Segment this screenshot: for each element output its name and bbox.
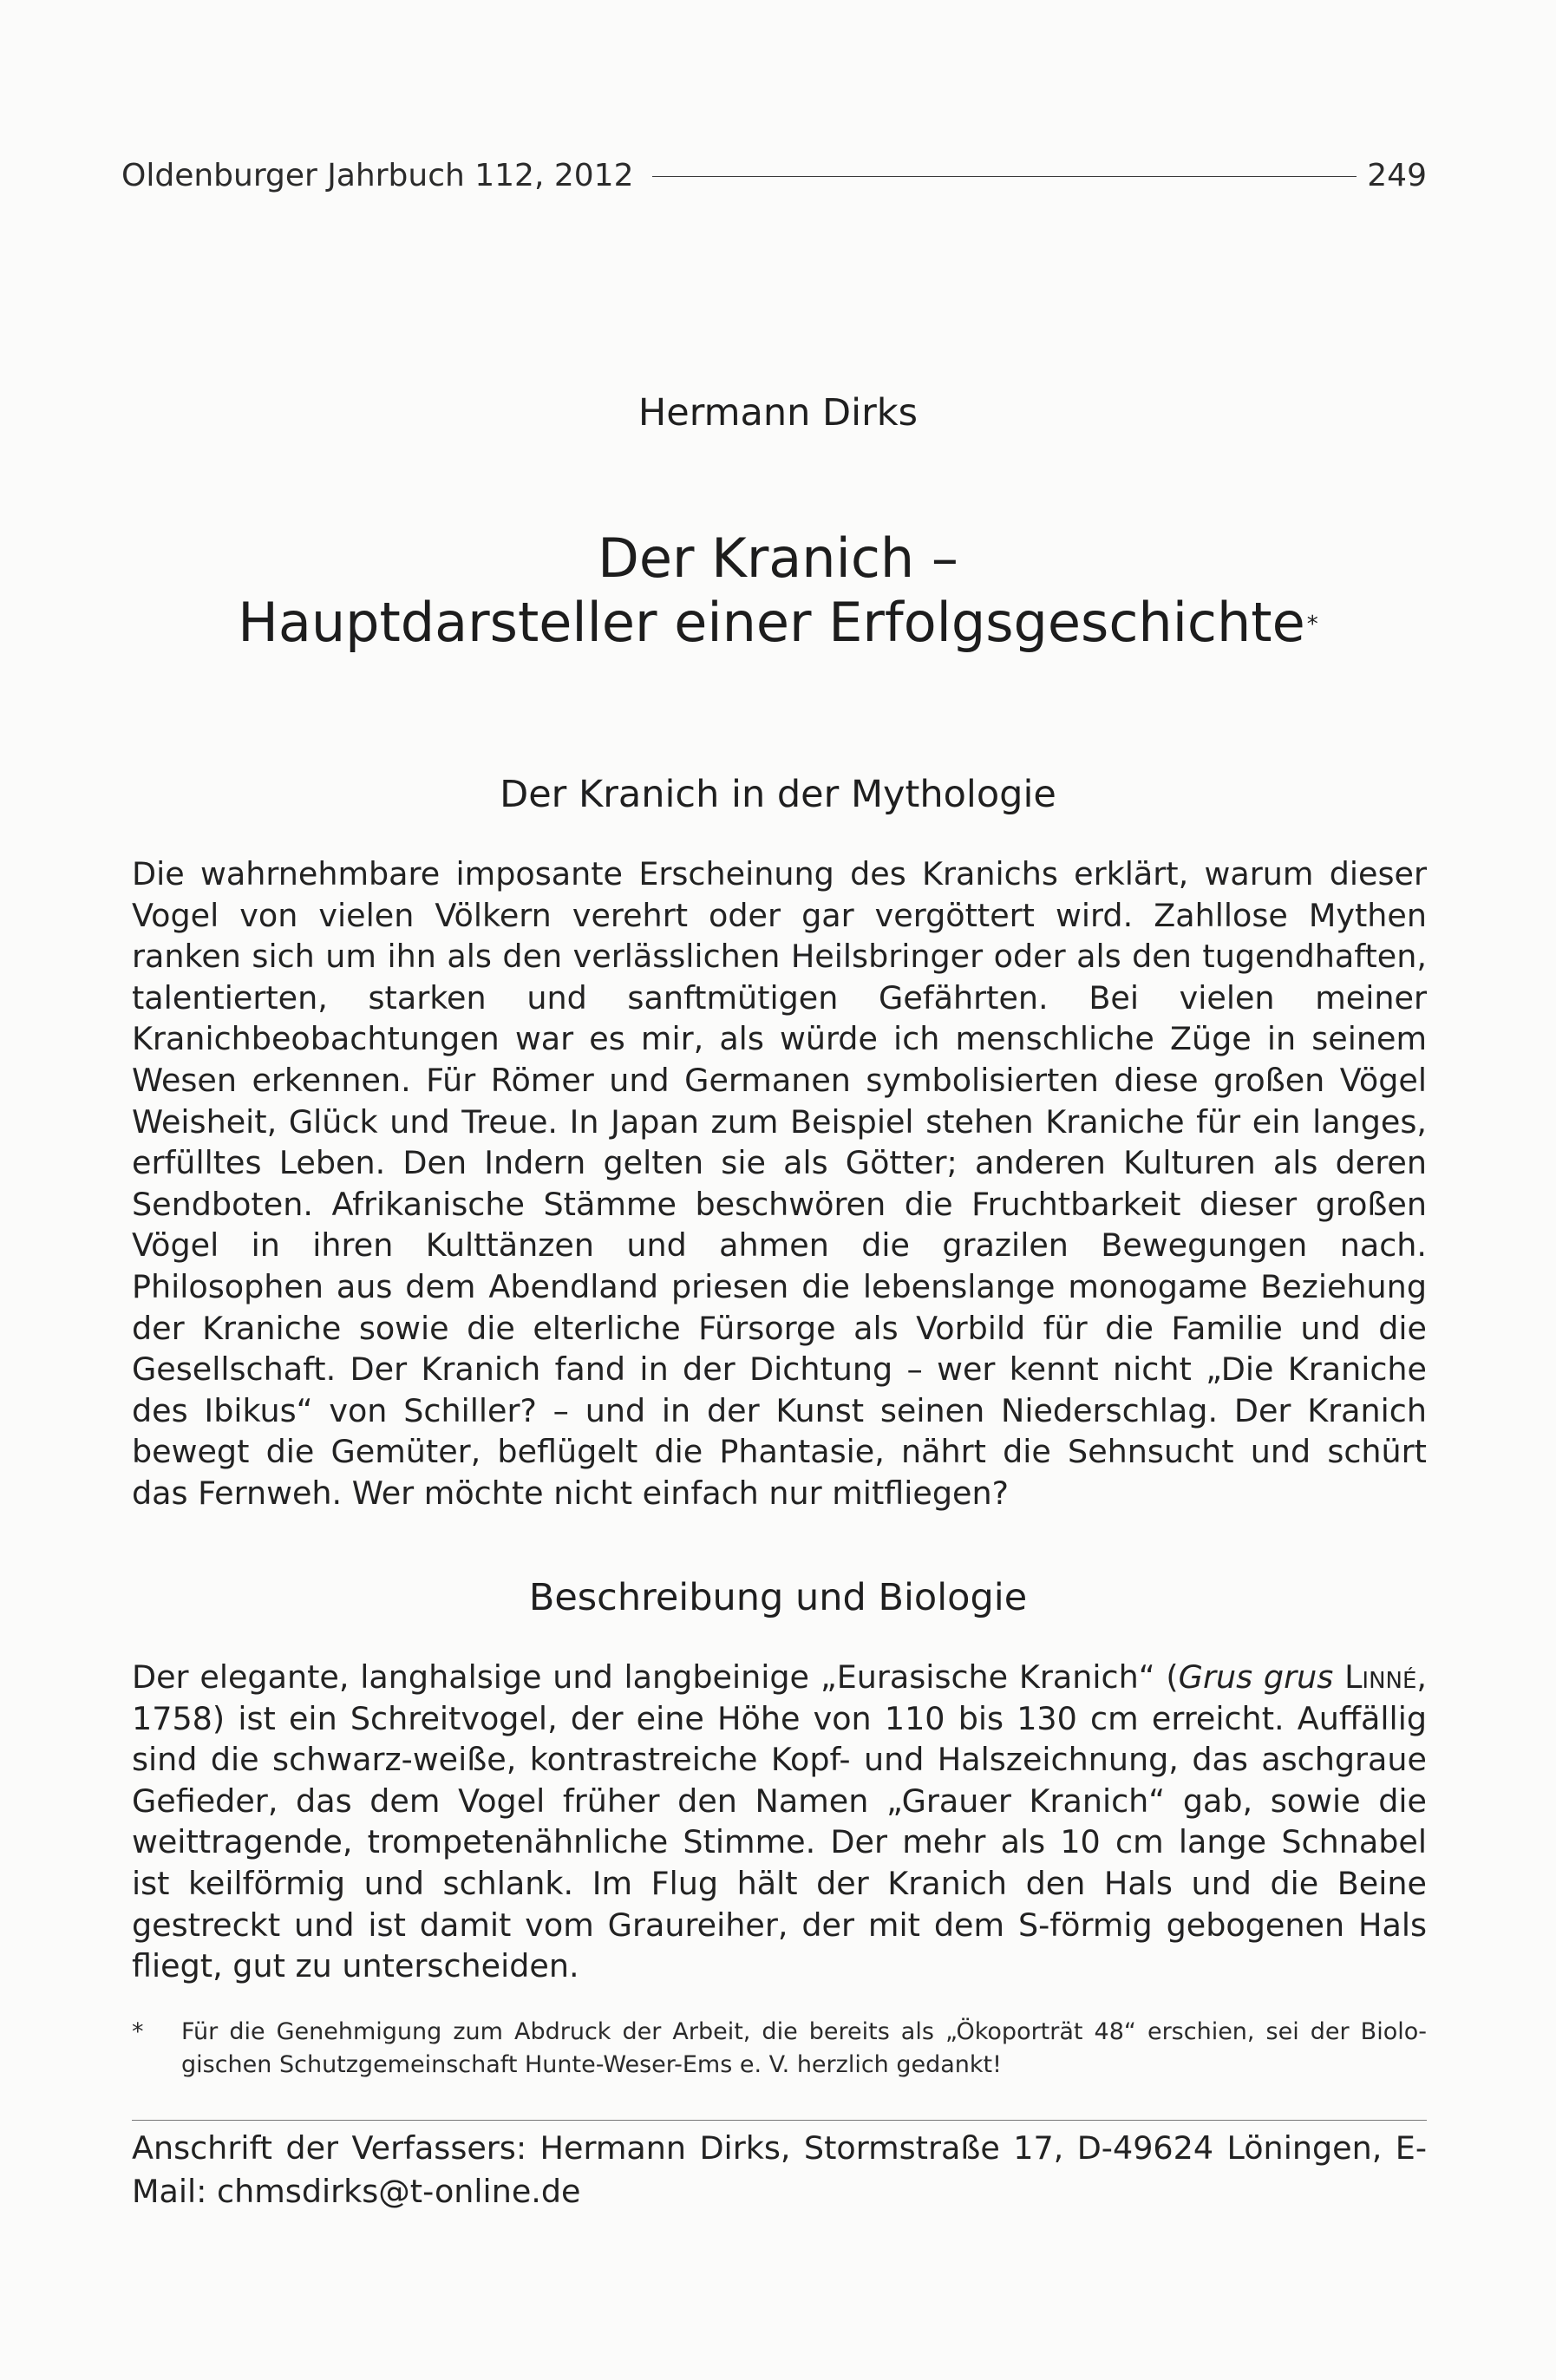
footnote-mark: * bbox=[132, 2018, 144, 2045]
paragraph-mythology: Die wahrnehmbare imposante Erscheinung des Kranichs erklärt, warum dieser Vogel von vielen Völkern verehrt oder gar vergöttert wird. Zahllose Mythen ranken sich um ihn als den verlässlichen Heilsbringer oder als den tugendhaften, talentierten, starken und sanftmütigen Gefährten. Bei vielen meiner Kranichbeobachtungen war es mir, als würde ich menschliche Züge in seinem Wesen erkennen. Für Römer und Germanen symbolisierten diese großen Vögel Weisheit, Glück und Treue. In Japan zum Beispiel stehen Kraniche für ein langes, erfülltes Leben. Den Indern gelten sie als Götter; anderen Kulturen als deren Sendboten. Afrikanische Stämme beschwören die Fruchtbarkeit dieser großen Vögel in ihren Kulttänzen und ahmen die grazilen Bewegungen nach. Philosophen aus dem Abendland priesen die lebenslange monogame Beziehung der Kraniche sowie die elterliche Fürsorge als Vorbild für die Familie und die Gesellschaft. Der Kranich fand in der Dichtung – wer kennt nicht „Die Kraniche des Ibikus“ von Schiller? – und in der Kunst seinen Niederschlag. Der Kranich bewegt die Gemüter, beflügelt die Phantasie, nährt die Sehnsucht und schürt das Fernweh. Wer möchte nicht einfach nur mitfliegen? bbox=[132, 855, 1427, 1512]
species-name: Grus grus bbox=[1178, 1658, 1334, 1696]
paragraph-biology bbox=[132, 1657, 1427, 1987]
title-footnote-mark: * bbox=[1306, 611, 1318, 638]
section-heading-mythology: Der Kranich in der Mythologie bbox=[500, 773, 1056, 816]
article-title-line-1: Der Kranich – bbox=[598, 526, 958, 590]
article-title-line-2 bbox=[0, 588, 1556, 657]
footnote-text: Für die Genehmigung zum Abdruck der Arbeit, die bereits als „Ökoporträt 48“ erschien, sei der Biologischen Schutzgemeinschaft Hunte-Weser-Ems e. V. herzlich gedankt! bbox=[181, 2018, 1427, 2078]
page-number: 249 bbox=[1367, 158, 1427, 193]
address-rule bbox=[132, 2120, 1427, 2121]
author-address: Anschrift der Verfassers: Hermann Dirks, Stormstraße 17, D-49624 Löningen, E-Mail: chmsdirks@t-online.de bbox=[132, 2129, 1427, 2210]
header-rule bbox=[652, 176, 1357, 177]
biology-text-rest: , 1758) ist ein Schreitvogel, der eine Höhe von 110 bis 130 cm erreicht. Auffällig sind die schwarz-weiße, kontrastreiche Kopf- und Halszeichnung, das aschgraue Gefieder, das dem Vogel früher den Namen „Grauer Kranich“ gab, sowie die weittragende, trompetenähnliche Stimme. Der mehr als 10 cm lange Schnabel ist keilförmig und schlank. Im Flug hält der Kranich den Hals und die Beine gestreckt und ist damit vom Graureiher, der mit dem S-förmig gebogenen Hals fliegt, gut zu unterscheiden. bbox=[132, 1658, 1428, 1985]
author-name: Hermann Dirks bbox=[637, 391, 919, 435]
running-header bbox=[121, 154, 1427, 198]
section-heading-biology: Beschreibung und Biologie bbox=[528, 1576, 1028, 1619]
article-title-text: Hauptdarsteller einer Erfolgsgeschichte bbox=[238, 591, 1305, 654]
journal-title: Oldenburger Jahrbuch 112, 2012 bbox=[121, 158, 634, 193]
biology-text-start: Der elegante, langhalsige und langbeinige „Eurasische Kranich“ ( bbox=[132, 1658, 1179, 1696]
species-authority: Linné bbox=[1344, 1658, 1417, 1696]
